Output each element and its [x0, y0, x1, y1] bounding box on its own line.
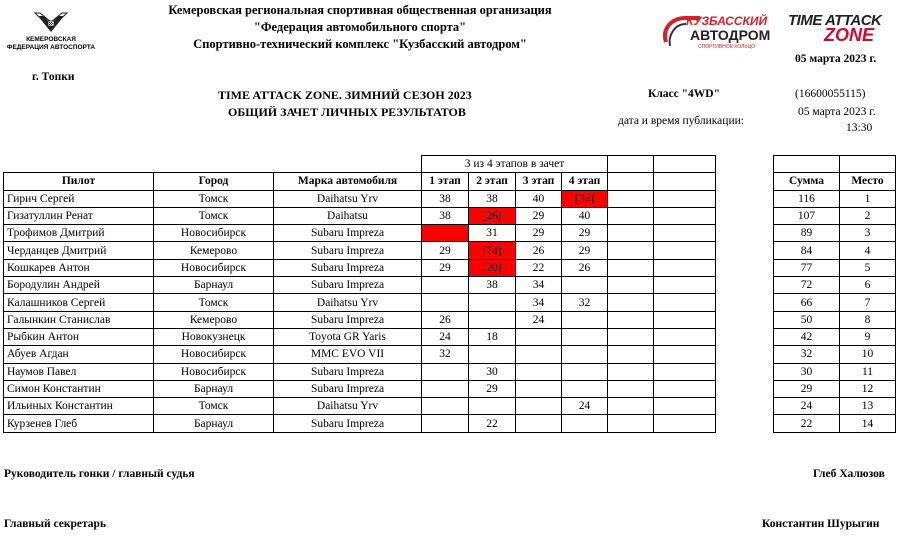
federation-logo-line1: КЕМЕРОВСКАЯ — [26, 36, 76, 43]
cell-s2: 38 — [469, 190, 516, 207]
col-header-empty2 — [654, 173, 716, 190]
cell-sum: 30 — [774, 363, 840, 380]
cell-s3 — [516, 415, 562, 432]
cell-s3: 34 — [516, 294, 562, 311]
cell-empty — [608, 207, 654, 224]
cell-place: 4 — [840, 242, 896, 259]
kuzbass-logo-line2: АВТОДРОМ — [690, 27, 771, 43]
cell-s4 — [562, 277, 608, 294]
cell-sum: 72 — [774, 277, 840, 294]
cell-s3: 34 — [516, 277, 562, 294]
col-header-car: Марка автомобиля — [274, 173, 422, 190]
cell-s2: [20] — [469, 259, 516, 276]
cell-car: Daihatsu Yrv — [274, 190, 422, 207]
cell-empty — [608, 398, 654, 415]
cell-s2: [26] — [469, 207, 516, 224]
table-row — [4, 294, 896, 311]
cell-empty — [608, 346, 654, 363]
table-row — [4, 207, 896, 224]
cell-empty — [608, 311, 654, 328]
cell-empty — [654, 294, 716, 311]
cell-s3 — [516, 380, 562, 397]
cell-pilot: Абуев Агдан — [4, 346, 154, 363]
cell-s2 — [469, 294, 516, 311]
cell-s1: 24 — [422, 328, 469, 345]
cell-city: Новосибирск — [154, 259, 274, 276]
cell-empty — [608, 328, 654, 345]
cell-car: Subaru Impreza — [274, 277, 422, 294]
cell-car: Subaru Impreza — [274, 311, 422, 328]
cell-sum: 116 — [774, 190, 840, 207]
cell-empty — [654, 380, 716, 397]
cell-city: Барнаул — [154, 277, 274, 294]
secretary-name: Константин Шурыгин — [762, 518, 880, 530]
cell-s1 — [422, 415, 469, 432]
table-row — [4, 346, 896, 363]
cell-empty — [654, 259, 716, 276]
cell-gap — [716, 277, 774, 294]
cell-empty — [654, 225, 716, 242]
cell-s4 — [562, 328, 608, 345]
cell-city: Новосибирск — [154, 225, 274, 242]
kuzbass-autodrom-logo — [660, 12, 770, 54]
kuzbass-logo-line1: КУЗБАССКИЙ — [686, 14, 768, 28]
table-row — [4, 277, 896, 294]
cell-sum: 107 — [774, 207, 840, 224]
cell-s4 — [562, 346, 608, 363]
cell-s1: 38 — [422, 190, 469, 207]
cell-sum: 50 — [774, 311, 840, 328]
event-subtitle: ОБЩИЙ ЗАЧЕТ ЛИЧНЫХ РЕЗУЛЬТАТОВ — [228, 105, 466, 119]
cell-city: Барнаул — [154, 415, 274, 432]
org-name-line3: Спортивно-технический комплекс "Кузбасский автодром" — [193, 37, 527, 51]
cell-place: 14 — [840, 415, 896, 432]
table-header-row — [4, 173, 896, 190]
cell-car: Subaru Impreza — [274, 363, 422, 380]
cell-s2: 29 — [469, 380, 516, 397]
cell-car: Subaru Impreza — [274, 415, 422, 432]
table-row — [4, 415, 896, 432]
cell-city: Томск — [154, 398, 274, 415]
cell-gap — [716, 311, 774, 328]
cell-s4: 32 — [562, 294, 608, 311]
table-row — [4, 380, 896, 397]
cell-s2 — [469, 346, 516, 363]
time-attack-zone-logo — [786, 12, 896, 46]
cell-s4: 26 — [562, 259, 608, 276]
cell-s2 — [469, 311, 516, 328]
cell-s4: 29 — [562, 225, 608, 242]
cell-city: Барнаул — [154, 380, 274, 397]
cell-city: Томск — [154, 294, 274, 311]
cell-empty — [654, 242, 716, 259]
cell-gap — [716, 415, 774, 432]
kuzbass-logo-line3: СПОРТИВНОЕ КОЛЬЦО — [698, 44, 756, 50]
cell-empty — [654, 190, 716, 207]
cell-place: 13 — [840, 398, 896, 415]
org-name-line1: Кемеровская региональная спортивная общественная организация — [168, 3, 552, 17]
cell-s2: 22 — [469, 415, 516, 432]
city-label: г. Топки — [32, 71, 75, 83]
cell-car: Daihatsu Yrv — [274, 294, 422, 311]
cell-s2: 38 — [469, 277, 516, 294]
table-row — [4, 259, 896, 276]
cell-pilot: Ильиных Константин — [4, 398, 154, 415]
cell-car: Daihatsu — [274, 207, 422, 224]
cell-s1 — [422, 380, 469, 397]
col-header-stage4: 4 этап — [562, 173, 608, 190]
cell-place: 2 — [840, 207, 896, 224]
cell-s1 — [422, 363, 469, 380]
cell-s4: [36] — [562, 190, 608, 207]
cell-s3: 24 — [516, 311, 562, 328]
cell-place: 3 — [840, 225, 896, 242]
cell-s1: 26 — [422, 311, 469, 328]
cell-s3: 22 — [516, 259, 562, 276]
cell-gap — [716, 190, 774, 207]
cell-car: Toyota GR Yaris — [274, 328, 422, 345]
cell-place: 6 — [840, 277, 896, 294]
cell-s4 — [562, 311, 608, 328]
cell-pilot: Рыбкин Антон — [4, 328, 154, 345]
cell-empty — [608, 242, 654, 259]
cell-place: 12 — [840, 380, 896, 397]
cell-city: Новосибирск — [154, 363, 274, 380]
cell-sum: 89 — [774, 225, 840, 242]
stages-caption: 3 из 4 этапов в зачет — [422, 156, 608, 173]
cell-city: Томск — [154, 190, 274, 207]
cell-s1 — [422, 225, 469, 242]
cell-s4: 24 — [562, 398, 608, 415]
cell-gap — [716, 259, 774, 276]
cell-sum: 84 — [774, 242, 840, 259]
cell-gap — [716, 225, 774, 242]
cell-gap — [716, 363, 774, 380]
secretary-label: Главный секретарь — [4, 518, 107, 530]
cell-gap — [716, 328, 774, 345]
cell-city: Томск — [154, 207, 274, 224]
col-header-empty1 — [608, 173, 654, 190]
cell-empty — [654, 277, 716, 294]
cell-sum: 24 — [774, 398, 840, 415]
cell-place: 7 — [840, 294, 896, 311]
cell-pilot: Наумов Павел — [4, 363, 154, 380]
cell-empty — [608, 363, 654, 380]
cell-empty — [654, 346, 716, 363]
cell-s3: 40 — [516, 190, 562, 207]
class-label: Класс "4WD" — [648, 88, 720, 100]
table-row — [4, 363, 896, 380]
cell-s3 — [516, 328, 562, 345]
cell-s1: 29 — [422, 242, 469, 259]
cell-empty — [608, 225, 654, 242]
cell-place: 5 — [840, 259, 896, 276]
cell-empty — [608, 190, 654, 207]
cell-pilot: Курзенев Глеб — [4, 415, 154, 432]
cell-s1: 29 — [422, 259, 469, 276]
cell-s3 — [516, 398, 562, 415]
cell-s3 — [516, 346, 562, 363]
cell-empty — [654, 311, 716, 328]
cell-pilot: Трофимов Дмитрий — [4, 225, 154, 242]
cell-place: 11 — [840, 363, 896, 380]
event-title: TIME ATTACK ZONE. ЗИМНИЙ СЕЗОН 2023 — [218, 88, 472, 102]
cell-gap — [716, 207, 774, 224]
doc-code: (16600055115) — [795, 88, 866, 100]
cell-s4: 29 — [562, 242, 608, 259]
table-row — [4, 225, 896, 242]
publication-time: 13:30 — [846, 122, 873, 134]
table-row — [4, 311, 896, 328]
cell-empty — [608, 277, 654, 294]
cell-s1 — [422, 294, 469, 311]
cell-pilot: Черданцев Дмитрий — [4, 242, 154, 259]
cell-empty — [608, 294, 654, 311]
cell-empty — [654, 398, 716, 415]
federation-logo — [6, 12, 96, 58]
cell-s3 — [516, 363, 562, 380]
cell-gap — [716, 380, 774, 397]
cell-empty — [608, 259, 654, 276]
cell-s3: 29 — [516, 207, 562, 224]
cell-city: Новосибирск — [154, 346, 274, 363]
ta-logo-line2: ZONE — [824, 25, 875, 45]
col-header-stage3: 3 этап — [516, 173, 562, 190]
cell-empty — [608, 415, 654, 432]
date-top: 05 марта 2023 г. — [795, 53, 877, 65]
cell-sum: 22 — [774, 415, 840, 432]
results-table — [3, 155, 896, 433]
org-name-line2: "Федерация автомобильного спорта" — [253, 20, 467, 34]
wings-emblem-icon — [34, 12, 68, 34]
cell-car: Subaru Impreza — [274, 380, 422, 397]
col-header-stage1: 1 этап — [422, 173, 469, 190]
col-header-place: Место — [840, 173, 896, 190]
cell-place: 9 — [840, 328, 896, 345]
cell-empty — [654, 415, 716, 432]
cell-gap — [716, 398, 774, 415]
federation-logo-line2: ФЕДЕРАЦИЯ АВТОСПОРТА — [6, 44, 96, 51]
cell-s4 — [562, 363, 608, 380]
table-row — [4, 328, 896, 345]
cell-sum: 29 — [774, 380, 840, 397]
cell-empty — [654, 207, 716, 224]
cell-pilot: Галынкин Станислав — [4, 311, 154, 328]
col-header-city: Город — [154, 173, 274, 190]
cell-s4 — [562, 415, 608, 432]
publication-label: дата и время публикации: — [618, 115, 744, 127]
ta-logo-line1: TIME ATTACK — [788, 12, 882, 29]
cell-empty — [608, 380, 654, 397]
col-header-pilot: Пилот — [4, 173, 154, 190]
cell-s2: [24] — [469, 242, 516, 259]
cell-empty — [654, 363, 716, 380]
judge-label: Руководитель гонки / главный судья — [4, 468, 195, 480]
cell-pilot: Калашников Сергей — [4, 294, 154, 311]
cell-s1 — [422, 398, 469, 415]
table-caption-row — [4, 156, 896, 173]
cell-car: MMC EVO VII — [274, 346, 422, 363]
cell-sum: 32 — [774, 346, 840, 363]
cell-s2 — [469, 398, 516, 415]
cell-s1 — [422, 277, 469, 294]
cell-gap — [716, 346, 774, 363]
table-row — [4, 190, 896, 207]
cell-pilot: Гизатуллин Ренат — [4, 207, 154, 224]
cell-pilot: Кошкарев Антон — [4, 259, 154, 276]
cell-place: 8 — [840, 311, 896, 328]
cell-sum: 42 — [774, 328, 840, 345]
cell-s1: 32 — [422, 346, 469, 363]
cell-place: 1 — [840, 190, 896, 207]
cell-sum: 77 — [774, 259, 840, 276]
col-header-stage2: 2 этап — [469, 173, 516, 190]
cell-car: Subaru Impreza — [274, 242, 422, 259]
cell-place: 10 — [840, 346, 896, 363]
cell-sum: 66 — [774, 294, 840, 311]
cell-s2: 30 — [469, 363, 516, 380]
col-header-sum: Сумма — [774, 173, 840, 190]
cell-s3: 26 — [516, 242, 562, 259]
cell-gap — [716, 294, 774, 311]
judge-name: Глеб Халюзов — [813, 468, 885, 480]
cell-city: Новокузнецк — [154, 328, 274, 345]
cell-s4: 40 — [562, 207, 608, 224]
publication-date: 05 марта 2023 г. — [798, 106, 876, 118]
cell-car: Daihatsu Yrv — [274, 398, 422, 415]
cell-pilot: Бородулин Андрей — [4, 277, 154, 294]
table-row — [4, 242, 896, 259]
cell-pilot: Гирич Сергей — [4, 190, 154, 207]
cell-s3: 29 — [516, 225, 562, 242]
table-row — [4, 398, 896, 415]
cell-car: Subaru Impreza — [274, 225, 422, 242]
cell-car: Subaru Impreza — [274, 259, 422, 276]
cell-s1: 38 — [422, 207, 469, 224]
cell-s2: 18 — [469, 328, 516, 345]
cell-city: Кемерово — [154, 311, 274, 328]
cell-pilot: Симон Константин — [4, 380, 154, 397]
cell-s4 — [562, 380, 608, 397]
cell-empty — [654, 328, 716, 345]
cell-s2: 31 — [469, 225, 516, 242]
cell-city: Кемерово — [154, 242, 274, 259]
cell-gap — [716, 242, 774, 259]
